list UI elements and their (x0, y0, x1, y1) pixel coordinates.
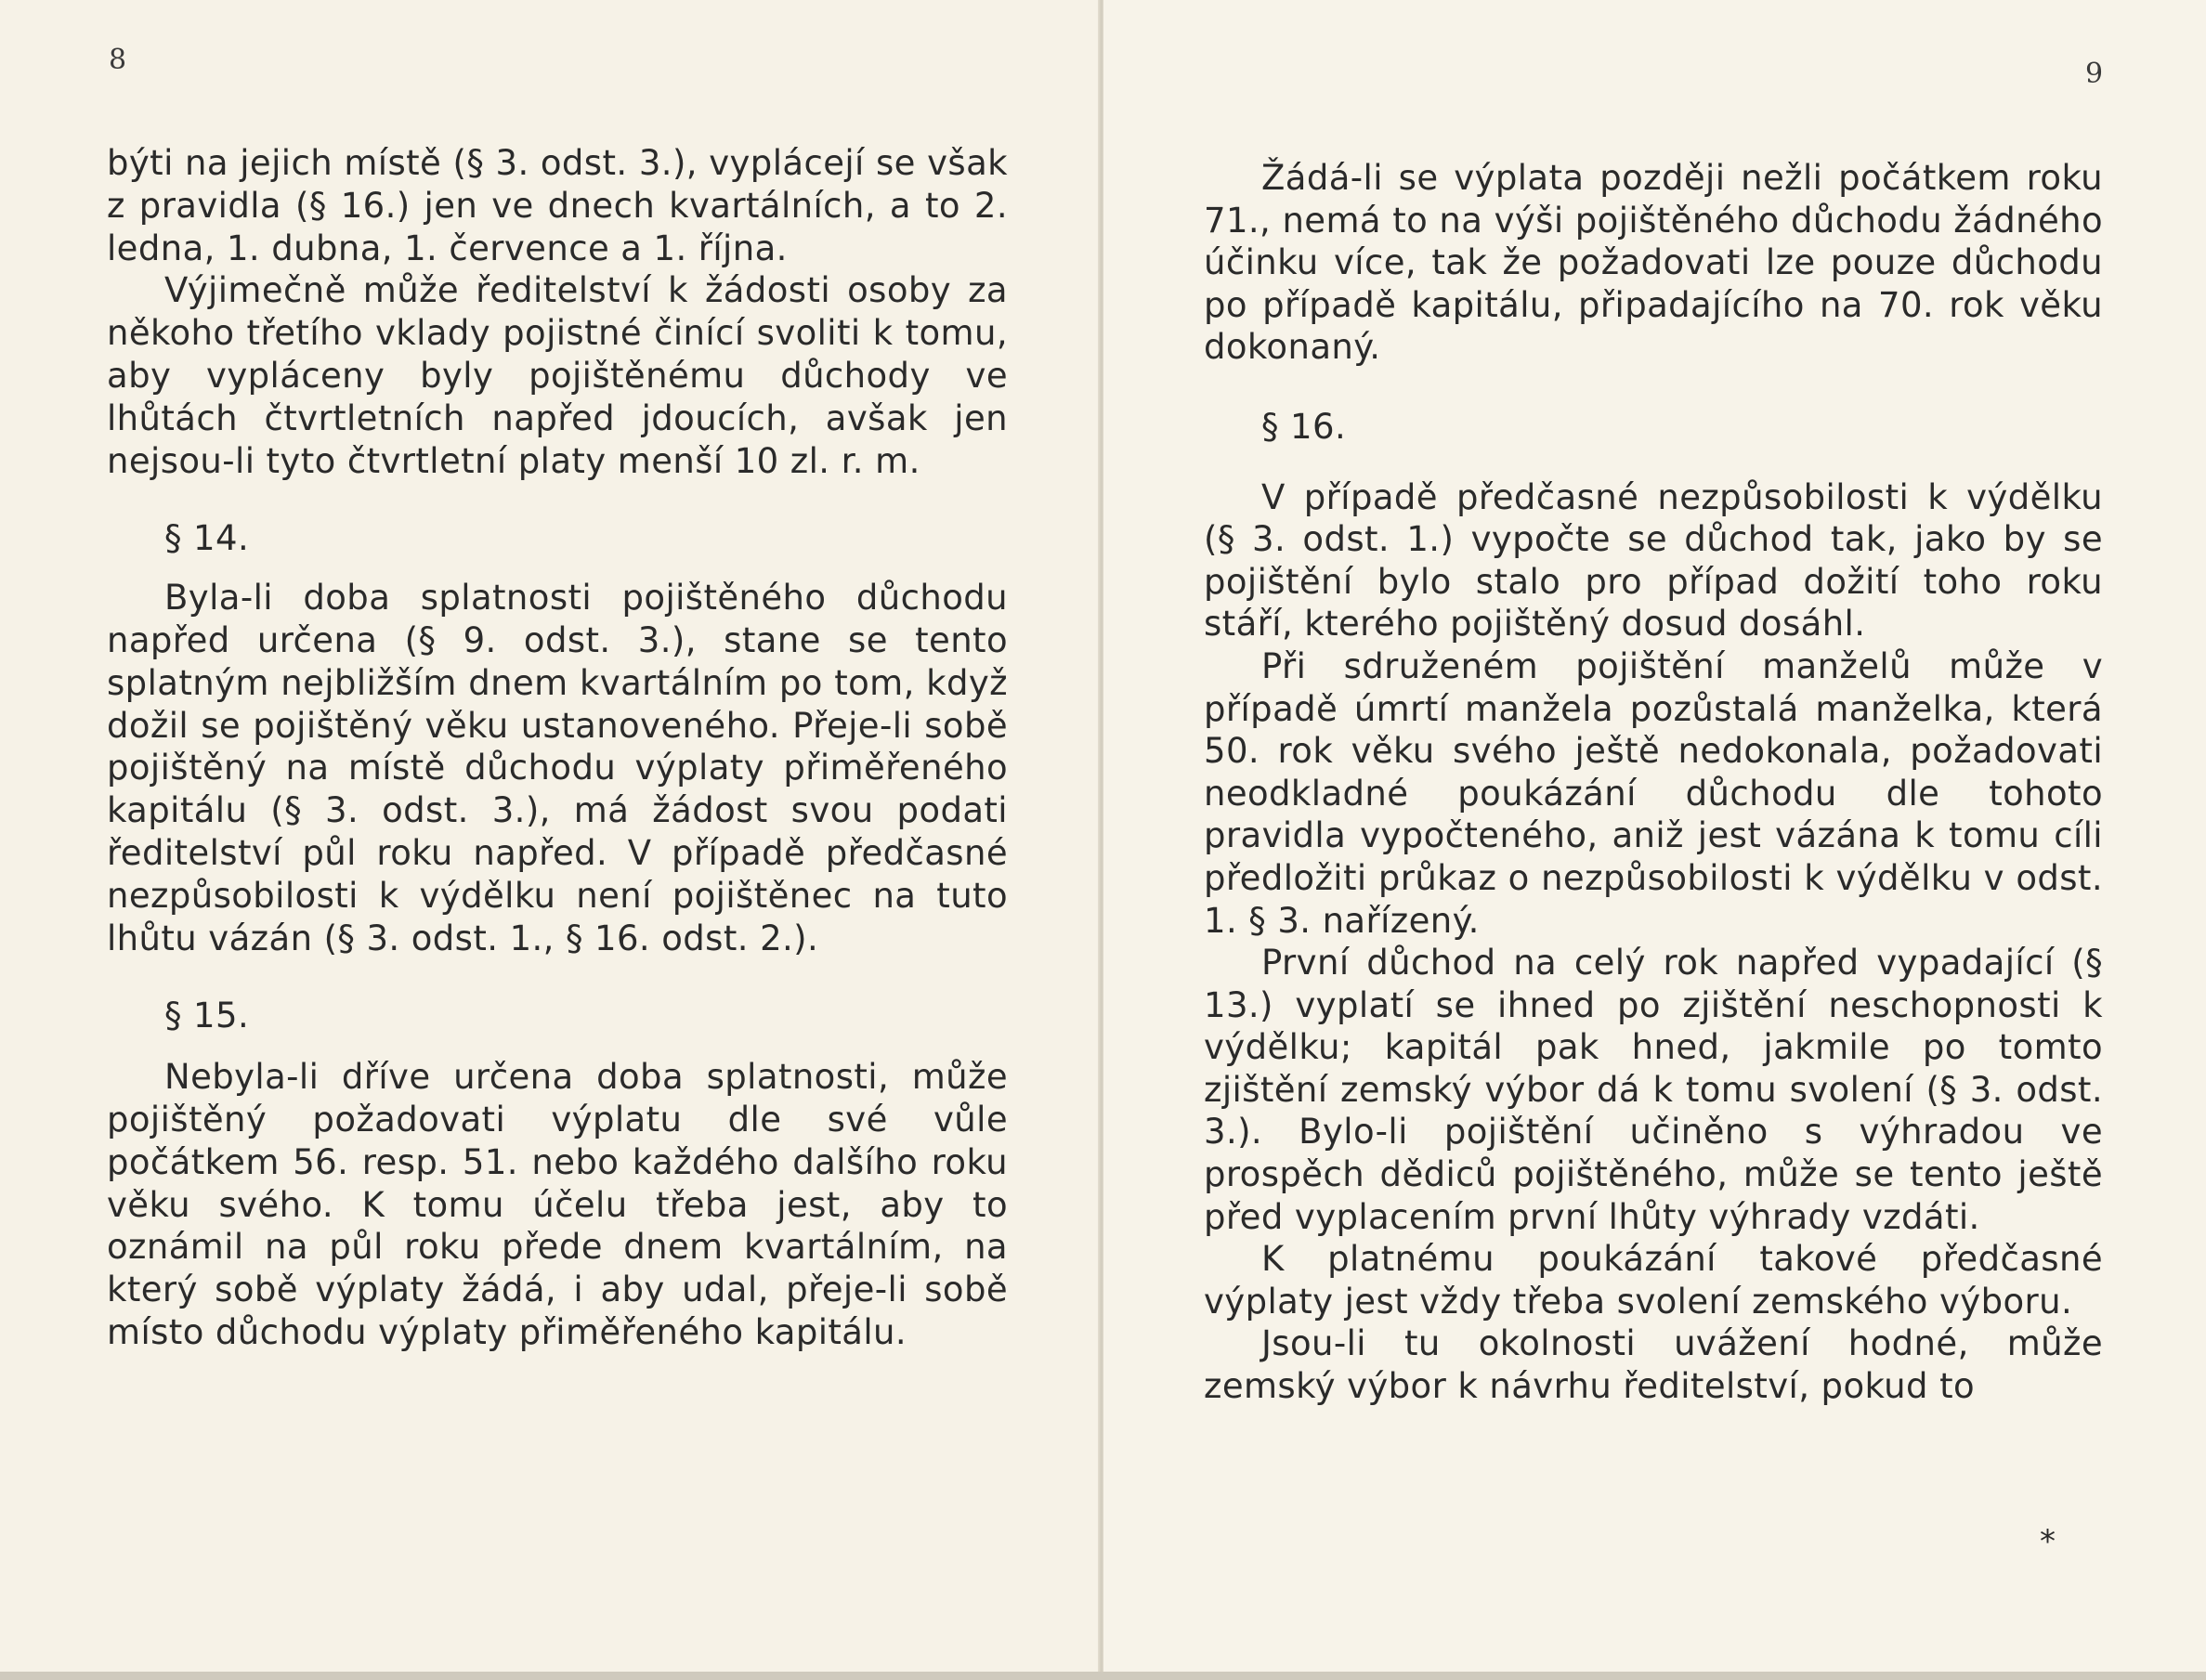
section-heading-16: § 16. (1261, 406, 1347, 447)
left-paragraph-1: býti na jejich místě (§ 3. odst. 3.), vyplácejí se však z pravidla (§ 16.) jen ve dnech kvartálních, a to 2. ledna, 1. dubna, 1. července a 1. října. (107, 143, 1008, 268)
left-paragraph-4: Nebyla-li dříve určena doba splatnosti, může pojištěný požadovati výplatu dle své vůle počátkem 56. resp. 51. nebo každého dalšího roku věku svého. K tomu účelu třeba jest, aby to oznámil na půl roku přede dnem kvartálním, na který sobě výplaty žádá, i aby udal, přeje-li sobě místo důchodu výplaty přiměřeného kapitálu. (107, 1057, 1008, 1352)
section-heading-15: § 15. (164, 996, 250, 1036)
right-page-text (1204, 157, 2103, 1408)
left-paragraph-3: Byla-li doba splatnosti pojištěného důchodu napřed určena (§ 9. odst. 3.), stane se tento splatným nejbližším dnem kvartálním po tom, když dožil se pojištěný věku ustanoveného. Přeje-li sobě pojištěný na místě důchodu výplaty přiměřeného kapitálu (§ 3. odst. 3.), má žádost svou podati ředitelství půl roku napřed. V případě předčasné nezpůsobilosti k výdělku není pojištěnec na tuto lhůtu vázán (§ 3. odst. 1., § 16. odst. 2.). (107, 578, 1008, 958)
right-paragraph-3: Při sdruženém pojištění manželů může v případě úmrtí manžela pozůstalá manželka, která 50. rok věku svého ještě nedokonala, požadovati neodkladné poukázání důchodu dle tohoto pravidla vypočteného, aniž jest vázána k tomu cíli předložiti průkaz o nezpůsobilosti k výdělku v odst. 1. § 3. nařízený. (1204, 645, 2103, 941)
section-heading-14: § 14. (164, 518, 250, 559)
right-paragraph-5: K platnému poukázání takové předčasné výplaty jest vždy třeba svolení zemského výboru. (1204, 1239, 2103, 1322)
right-paragraph-2: V případě předčasné nezpůsobilosti k výdělku (§ 3. odst. 1.) vypočte se důchod tak, jako by se pojištění bylo stalo pro případ dožití toho roku stáří, kterého pojištěný dosud dosáhl. (1204, 476, 2103, 645)
page-number-left: 8 (109, 44, 127, 76)
page-number-right: 9 (2085, 58, 2104, 90)
footer-asterisk: * (2040, 1523, 2056, 1560)
right-paragraph-6: Jsou-li tu okolnosti uvážení hodné, může zemský výbor k návrhu ředitelství, pokud to (1204, 1323, 2103, 1407)
right-paragraph-4: První důchod na celý rok napřed vypadající (§ 13.) vyplatí se ihned po zjištění neschopnosti k výdělku; kapitál pak hned, jakmile po tomto zjištění zemský výbor dá k tomu svolení (§ 3. odst. 3.). Bylo-li pojištění učiněno s výhradou ve prospěch dědiců pojištěného, může se tento ještě před vyplacením první lhůty výhrady vzdáti. (1204, 943, 2103, 1237)
left-page-text (107, 142, 1008, 1354)
right-page (1103, 0, 2206, 1680)
page-bottom-edge (0, 1672, 2206, 1680)
right-paragraph-1: Žádá-li se výplata později nežli počátkem roku 71., nemá to na výši pojištěného důchodu žádného účinku více, tak že požadovati lze pouze důchodu po případě kapitálu, připadajícího na 70. rok věku dokonaný. (1204, 158, 2103, 368)
left-page (0, 0, 1100, 1680)
left-paragraph-2: Výjimečně může ředitelství k žádosti osoby za někoho třetího vklady pojistné činící svoliti k tomu, aby vypláceny byly pojištěnému důchody ve lhůtách čtvrtletních napřed jdoucích, avšak jen nejsou-li tyto čtvrtletní platy menší 10 zl. r. m. (107, 270, 1008, 481)
